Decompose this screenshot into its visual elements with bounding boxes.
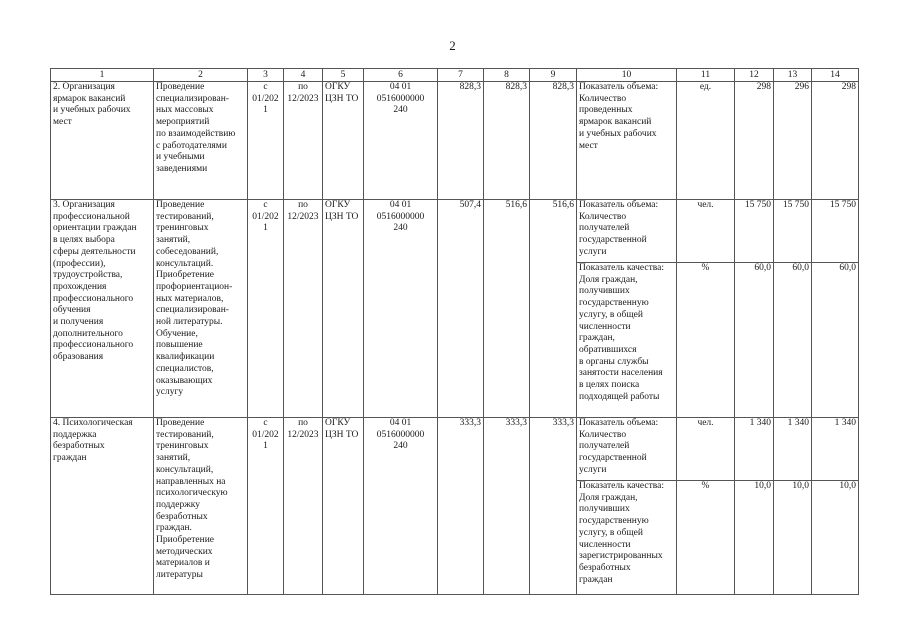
indicator-unit: ед. <box>677 82 735 200</box>
indicator-year-1: 15 750 <box>735 200 774 263</box>
value-2023: 828,3 <box>530 82 577 200</box>
indicator-year-3: 1 340 <box>812 418 859 481</box>
indicator-year-1: 1 340 <box>735 418 774 481</box>
column-number-row <box>51 69 859 82</box>
value-2022: 828,3 <box>484 82 530 200</box>
value-2023: 333,3 <box>530 418 577 595</box>
value-2022: 516,6 <box>484 200 530 418</box>
event-content: Проведение специализирован- ных массовых мероприятий по взаимодействию с работодателями и учебными заведениями <box>154 82 248 200</box>
column-number: 2 <box>154 69 248 82</box>
indicator-year-2: 15 750 <box>774 200 812 263</box>
end-date: по 12/2023 <box>284 200 323 418</box>
indicator-year-3: 298 <box>812 82 859 200</box>
indicator-name: Показатель объема: Количество получателей государственной услуги <box>577 418 677 481</box>
column-number: 13 <box>774 69 812 82</box>
value-2021: 507,4 <box>438 200 484 418</box>
budget-code: 04 01 0516000000 240 <box>364 200 438 418</box>
column-number: 14 <box>812 69 859 82</box>
value-2023: 516,6 <box>530 200 577 418</box>
column-number: 5 <box>323 69 364 82</box>
column-number: 6 <box>364 69 438 82</box>
indicator-year-2: 60,0 <box>774 263 812 418</box>
value-2021: 828,3 <box>438 82 484 200</box>
column-number: 12 <box>735 69 774 82</box>
indicator-name: Показатель объема: Количество проведенных ярмарок вакансий и учебных рабочих мест <box>577 82 677 200</box>
event-name: 4. Психологическая поддержка безработных граждан <box>51 418 154 595</box>
indicator-year-3: 10,0 <box>812 481 859 595</box>
indicator-unit: % <box>677 481 735 595</box>
indicator-year-1: 10,0 <box>735 481 774 595</box>
table-row <box>51 418 859 481</box>
indicator-year-2: 296 <box>774 82 812 200</box>
indicator-unit: чел. <box>677 418 735 481</box>
event-content: Проведение тестирований, тренинговых занятий, собеседований, консультаций. Приобретение профориентацион- ных материалов, специализирован- ной литературы. Обучение, повышение квалификации специалистов, оказывающих услугу <box>154 200 248 418</box>
indicator-name: Показатель объема: Количество получателей государственной услуги <box>577 200 677 263</box>
indicator-year-3: 15 750 <box>812 200 859 263</box>
indicator-name: Показатель качества: Доля граждан, получивших государственную услугу, в общей численности зарегистрированных безработных граждан <box>577 481 677 595</box>
indicator-year-1: 298 <box>735 82 774 200</box>
program-table <box>50 68 859 595</box>
page-number: 2 <box>449 38 456 53</box>
column-number: 8 <box>484 69 530 82</box>
end-date: по 12/2023 <box>284 82 323 200</box>
column-number: 1 <box>51 69 154 82</box>
column-number: 3 <box>248 69 284 82</box>
indicator-year-2: 1 340 <box>774 418 812 481</box>
table-row <box>51 82 859 200</box>
indicator-year-3: 60,0 <box>812 263 859 418</box>
executor: ОГКУ ЦЗН ТО <box>323 200 364 418</box>
start-date: с 01/2021 <box>248 82 284 200</box>
indicator-unit: чел. <box>677 200 735 263</box>
end-date: по 12/2023 <box>284 418 323 595</box>
budget-code: 04 01 0516000000 240 <box>364 82 438 200</box>
start-date: с 01/2021 <box>248 200 284 418</box>
value-2021: 333,3 <box>438 418 484 595</box>
column-number: 4 <box>284 69 323 82</box>
start-date: с 01/2021 <box>248 418 284 595</box>
executor: ОГКУ ЦЗН ТО <box>323 82 364 200</box>
indicator-year-2: 10,0 <box>774 481 812 595</box>
event-name: 3. Организация профессиональной ориентации граждан в целях выбора сферы деятельности (профессии), трудоустройства, прохождения профессионального обучения и получения дополнительного профессионального образования <box>51 200 154 418</box>
indicator-name: Показатель качества: Доля граждан, получивших государственную услугу, в общей численности граждан, обратившихся в органы службы занятости населения в целях поиска подходящей работы <box>577 263 677 418</box>
event-name: 2. Организация ярмарок вакансий и учебных рабочих мест <box>51 82 154 200</box>
executor: ОГКУ ЦЗН ТО <box>323 418 364 595</box>
indicator-year-1: 60,0 <box>735 263 774 418</box>
budget-code: 04 01 0516000000 240 <box>364 418 438 595</box>
column-number: 10 <box>577 69 677 82</box>
column-number: 7 <box>438 69 484 82</box>
event-content: Проведение тестирований, тренинговых занятий, консультаций, направленных на психологическую поддержку безработных граждан. Приобретение методических материалов и литературы <box>154 418 248 595</box>
value-2022: 333,3 <box>484 418 530 595</box>
column-number: 9 <box>530 69 577 82</box>
indicator-unit: % <box>677 263 735 418</box>
table-row <box>51 200 859 263</box>
column-number: 11 <box>677 69 735 82</box>
